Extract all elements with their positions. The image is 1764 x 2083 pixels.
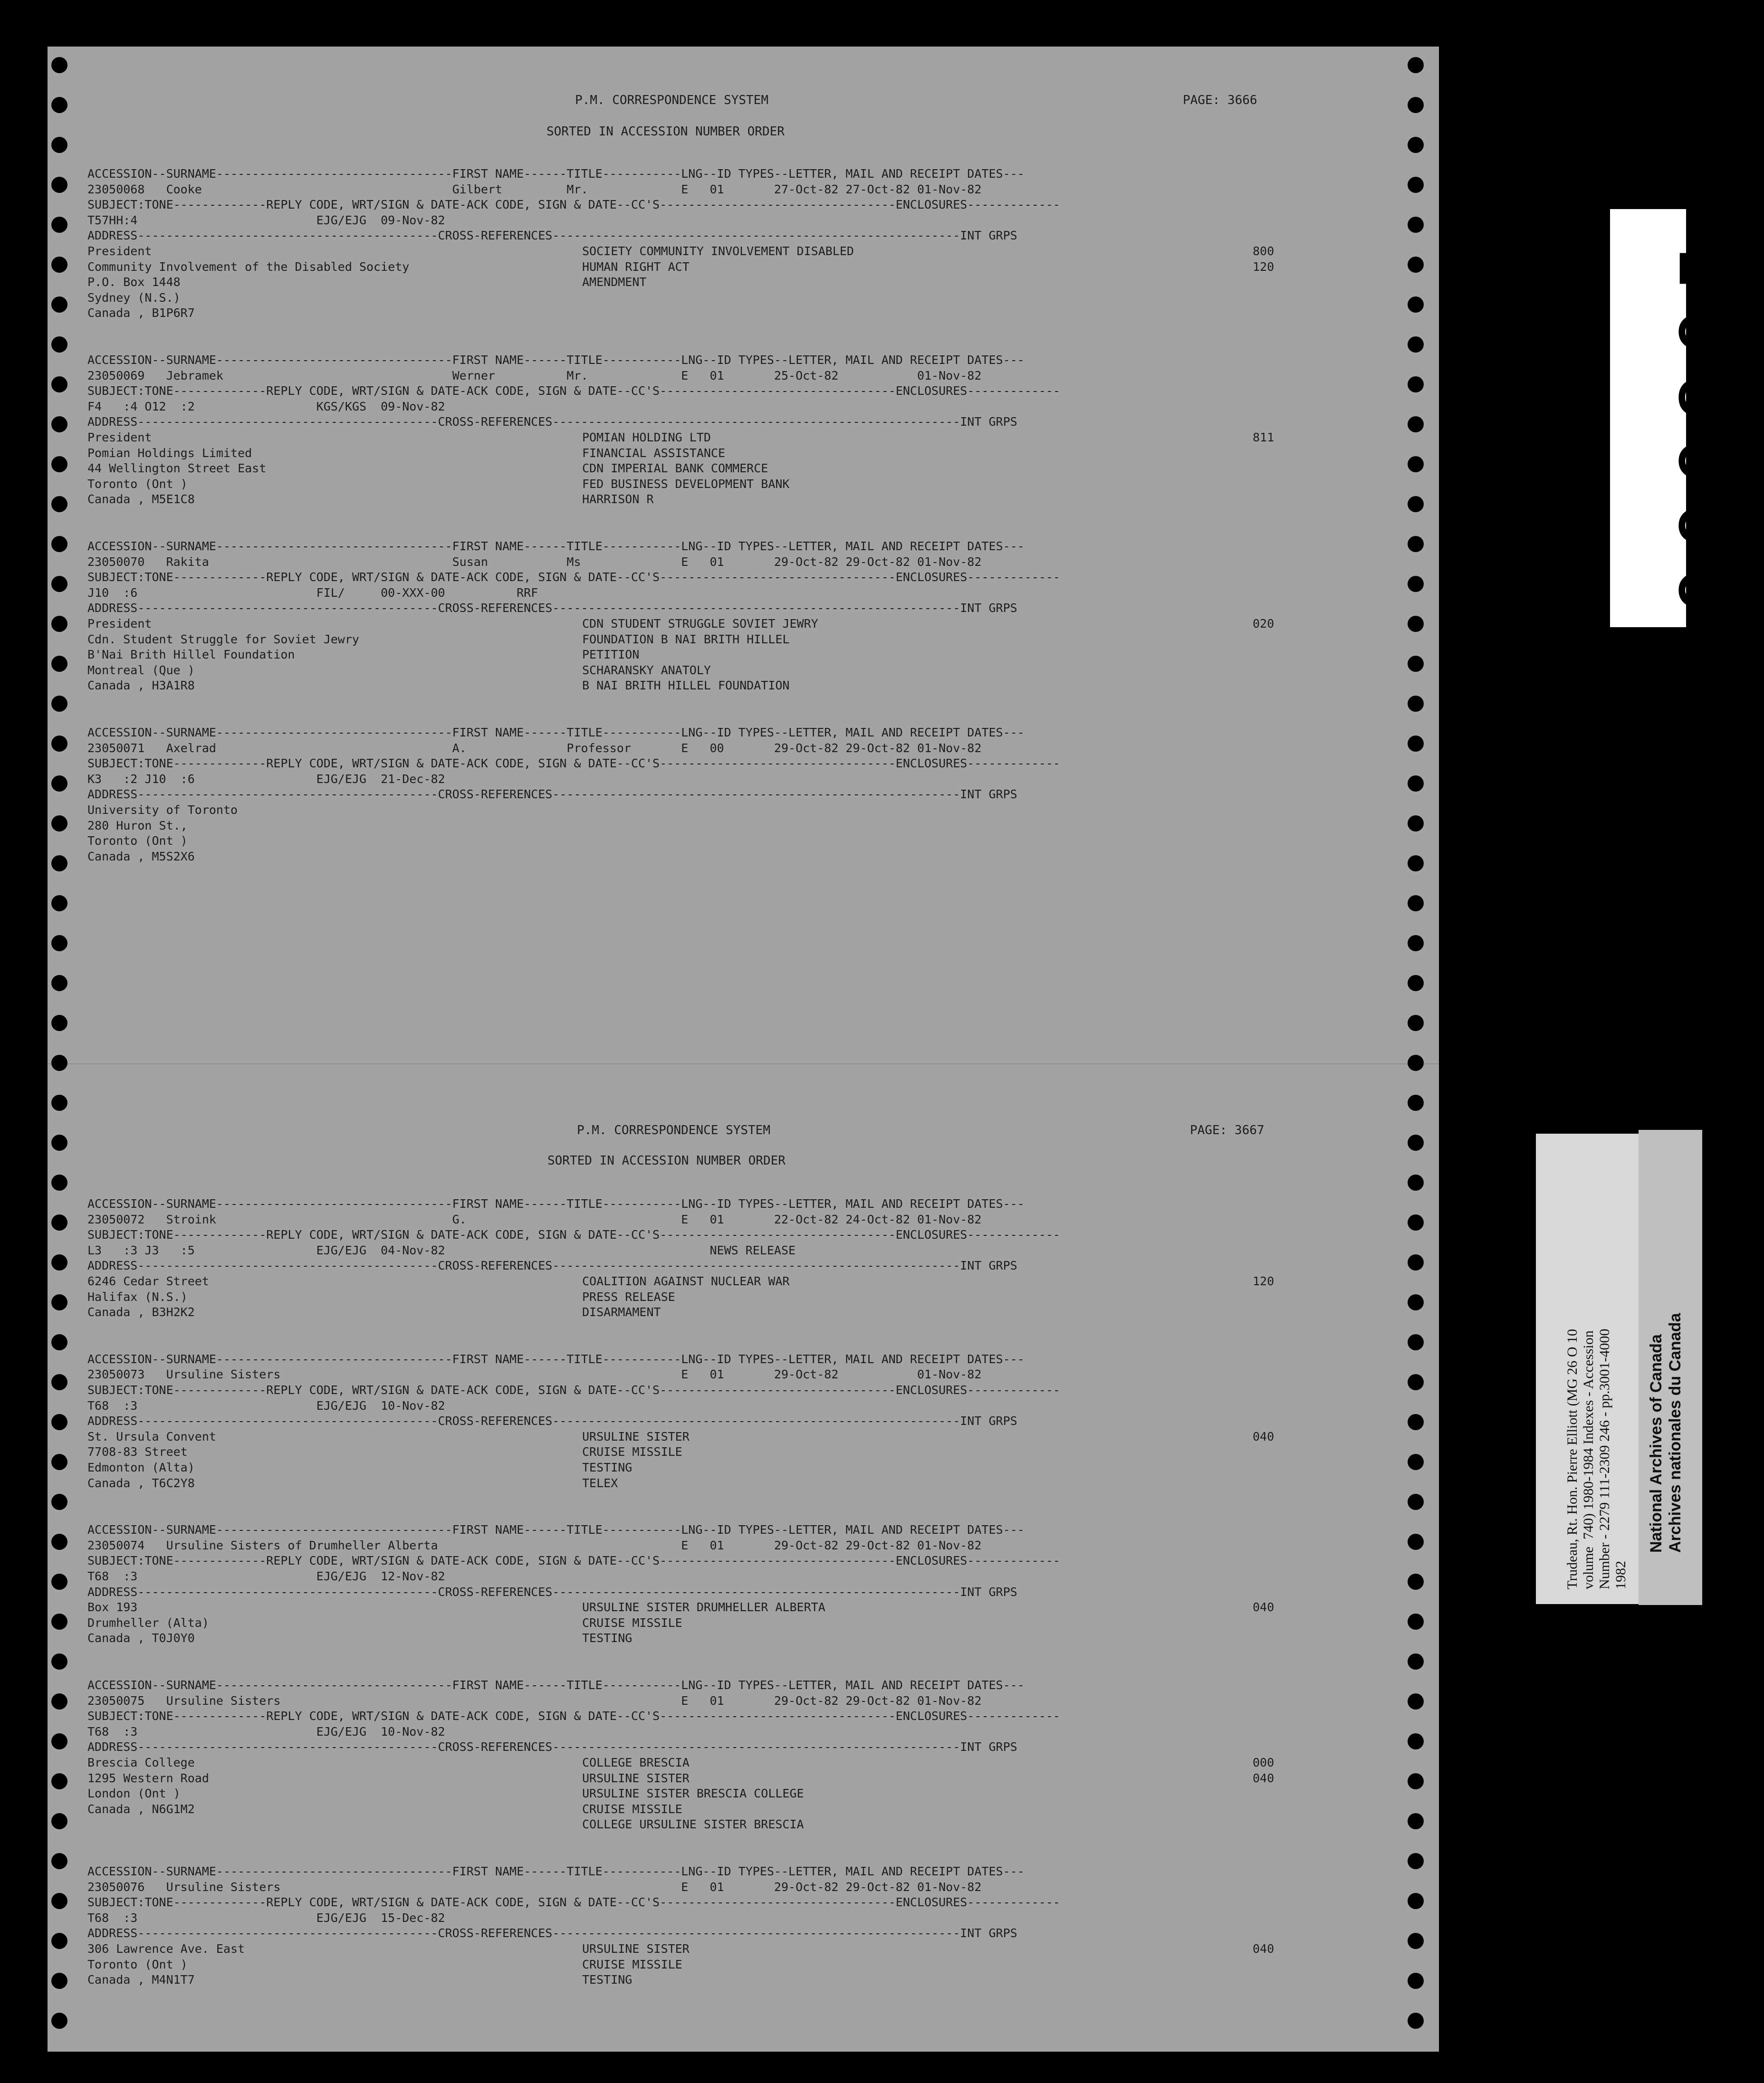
tractor-hole [1408, 1135, 1424, 1151]
cross-reference: PETITION [582, 648, 640, 662]
record-field-text: ACCESSION--SURNAME---------------------------------FIRST NAME------TITLE-----------LNG--ID TYPES--LETTER, MAIL AND RECEIPT DATES--- [87, 539, 1025, 553]
record-field-text: T68 :3 EJG/EJG 12-Nov-82 [87, 1569, 445, 1583]
record-field-text: B'Nai Brith Hillel Foundation [87, 648, 295, 662]
tractor-hole [1408, 656, 1424, 672]
record-field-text: Canada , B1P6R7 [87, 306, 195, 320]
record-field-text: Community Involvement of the Disabled Society [87, 259, 410, 274]
tractor-hole [1408, 576, 1424, 592]
tractor-hole [51, 1653, 67, 1670]
tractor-hole [1408, 97, 1424, 113]
tractor-hole [51, 1853, 67, 1869]
int-group-code: 040 [1253, 1942, 1275, 1956]
label-line-3: Number - 2279 111-2309 246 - pp.3001-4000 [1597, 1328, 1612, 1589]
record-field-text: T68 :3 EJG/EJG 10-Nov-82 [87, 1398, 445, 1413]
cross-reference: SOCIETY COMMUNITY INVOLVEMENT DISABLED [582, 244, 854, 258]
int-group-code: 811 [1253, 430, 1275, 444]
tractor-hole [51, 576, 67, 592]
record-field-text: Canada , T6C2Y8 [87, 1476, 195, 1490]
cross-reference: FOUNDATION B NAI BRITH HILLEL [582, 632, 790, 646]
record-field-text: ADDRESS------------------------------------------CROSS-REFERENCES---------------------------------------------------------INT GRPS [87, 1740, 1017, 1754]
tractor-hole [51, 1893, 67, 1909]
cross-reference: CRUISE MISSILE [582, 1615, 682, 1630]
record-field-text: L3 :3 J3 :5 EJG/EJG 04-Nov-82 NEWS RELEASE [87, 1243, 796, 1257]
tractor-hole [1408, 975, 1424, 991]
tractor-hole [51, 975, 67, 991]
record-field-text: Toronto (Ont ) [87, 1957, 188, 1971]
cross-reference: PRESS RELEASE [582, 1290, 675, 1304]
tractor-hole [1408, 1374, 1424, 1390]
right-tractor-holes [1408, 0, 1429, 2083]
frame-number: 000905 [1663, 228, 1761, 615]
tractor-hole [1408, 1214, 1424, 1231]
record-field-text: ACCESSION--SURNAME---------------------------------FIRST NAME------TITLE-----------LNG--ID TYPES--LETTER, MAIL AND RECEIPT DATES--- [87, 1352, 1025, 1366]
record-field-text: Canada , M5S2X6 [87, 849, 195, 863]
page-title: P.M. CORRESPONDENCE SYSTEM [575, 93, 768, 107]
int-group-code: 020 [1253, 617, 1275, 631]
tractor-hole [51, 656, 67, 672]
record-field-text: ACCESSION--SURNAME---------------------------------FIRST NAME------TITLE-----------LNG--ID TYPES--LETTER, MAIL AND RECEIPT DATES--- [87, 1523, 1025, 1537]
tractor-hole [1408, 456, 1424, 472]
cross-reference: COLLEGE BRESCIA [582, 1756, 690, 1769]
tractor-hole [51, 1294, 67, 1310]
tractor-hole [1408, 1494, 1424, 1510]
tractor-hole [1408, 1015, 1424, 1031]
archive-name-en: National Archives of Canada [1647, 1334, 1665, 1553]
tractor-hole [51, 1574, 67, 1590]
cross-reference: CDN STUDENT STRUGGLE SOVIET JEWRY [582, 617, 818, 631]
printout-page-1 [87, 93, 1399, 1043]
record-field-text: ADDRESS------------------------------------------CROSS-REFERENCES---------------------------------------------------------INT GRPS [87, 415, 1017, 429]
record-field-text: K3 :2 J10 :6 EJG/EJG 21-Dec-82 [87, 772, 445, 786]
record-field-text: ACCESSION--SURNAME---------------------------------FIRST NAME------TITLE-----------LNG--ID TYPES--LETTER, MAIL AND RECEIPT DATES--- [87, 1197, 1025, 1211]
cross-reference: DISARMAMENT [582, 1305, 661, 1319]
record-field-text: Canada , N6G1M2 [87, 1802, 195, 1816]
cross-reference: TESTING [582, 1631, 633, 1645]
record-field-text: Canada , H3A1R8 [87, 678, 195, 693]
record-field-text: SUBJECT:TONE-------------REPLY CODE, WRT/SIGN & DATE-ACK CODE, SIGN & DATE--CC'S---------------------------------ENCLOSURES------------- [87, 1895, 1060, 1910]
cross-reference: FINANCIAL ASSISTANCE [582, 446, 726, 460]
record-field-text: Edmonton (Alta) [87, 1461, 195, 1474]
tractor-hole [51, 1534, 67, 1550]
record-field-text: SUBJECT:TONE-------------REPLY CODE, WRT/SIGN & DATE-ACK CODE, SIGN & DATE--CC'S---------------------------------ENCLOSURES------------- [87, 1554, 1060, 1568]
record-field-text: ADDRESS------------------------------------------CROSS-REFERENCES---------------------------------------------------------INT GRPS [87, 601, 1017, 615]
tractor-hole [1408, 1893, 1424, 1909]
tractor-hole [51, 775, 67, 792]
tractor-hole [1408, 57, 1424, 73]
tractor-hole [1408, 855, 1424, 871]
int-group-code: 040 [1253, 1600, 1275, 1615]
cross-reference: CRUISE MISSILE [582, 1957, 682, 1971]
tractor-hole [1408, 1614, 1424, 1630]
tractor-hole [51, 496, 67, 512]
record-field-text: Pomian Holdings Limited [87, 446, 252, 460]
archive-name-fr: Archives nationales du Canada [1666, 1313, 1684, 1553]
record-field-text: T68 :3 EJG/EJG 15-Dec-82 [87, 1911, 445, 1925]
record-field-text: 23050072 Stroink G. E 01 22-Oct-82 24-Oct-82 01-Nov-82 [87, 1212, 982, 1226]
tractor-hole [1408, 935, 1424, 951]
record-field-text: Toronto (Ont ) [87, 834, 188, 848]
cross-reference: URSULINE SISTER BRESCIA COLLEGE [582, 1787, 804, 1801]
tractor-hole [1408, 1653, 1424, 1670]
page-number: PAGE: 3667 [1190, 1123, 1265, 1137]
record-field-text: University of Toronto [87, 803, 238, 817]
record-field-text: SUBJECT:TONE-------------REPLY CODE, WRT/SIGN & DATE-ACK CODE, SIGN & DATE--CC'S---------------------------------ENCLOSURES------------- [87, 756, 1060, 771]
cross-reference: HARRISON R [582, 492, 654, 506]
record-field-text: J10 :6 FIL/ 00-XXX-00 RRF [87, 585, 538, 600]
record-field-text: SUBJECT:TONE-------------REPLY CODE, WRT/SIGN & DATE-ACK CODE, SIGN & DATE--CC'S---------------------------------ENCLOSURES------------- [87, 1228, 1060, 1242]
tractor-hole [51, 1733, 67, 1749]
record-field-text: SUBJECT:TONE-------------REPLY CODE, WRT/SIGN & DATE-ACK CODE, SIGN & DATE--CC'S---------------------------------ENCLOSURES------------- [87, 1709, 1060, 1723]
record-field-text: 44 Wellington Street East [87, 461, 267, 476]
perforation-line [48, 1063, 1439, 1064]
record-field-text: 23050068 Cooke Gilbert Mr. E 01 27-Oct-82 27-Oct-82 01-Nov-82 [87, 182, 982, 196]
record-field-text: ADDRESS------------------------------------------CROSS-REFERENCES---------------------------------------------------------INT GRPS [87, 1926, 1017, 1940]
tractor-hole [1408, 1334, 1424, 1350]
tractor-hole [51, 1693, 67, 1710]
int-group-code: 120 [1253, 259, 1275, 274]
cross-reference: URSULINE SISTER [582, 1942, 690, 1956]
tractor-hole [51, 895, 67, 911]
cross-reference: HUMAN RIGHT ACT [582, 259, 690, 274]
record-field-text: 23050069 Jebramek Werner Mr. E 01 25-Oct-82 01-Nov-82 [87, 368, 982, 382]
tractor-hole [51, 1973, 67, 1989]
tractor-hole [51, 1614, 67, 1630]
int-group-code: 040 [1253, 1771, 1275, 1785]
record-field-text: 23050075 Ursuline Sisters E 01 29-Oct-82 29-Oct-82 01-Nov-82 [87, 1693, 982, 1708]
record-field-text: Drumheller (Alta) [87, 1615, 209, 1630]
tractor-hole [51, 1055, 67, 1071]
cross-reference: FED BUSINESS DEVELOPMENT BANK [582, 477, 790, 491]
record-field-text: Canada , M4N1T7 [87, 1973, 195, 1987]
tractor-hole [1408, 815, 1424, 831]
tractor-hole [1408, 1534, 1424, 1550]
record-field-text: 306 Lawrence Ave. East [87, 1942, 245, 1956]
tractor-hole [51, 1454, 67, 1470]
tractor-hole [1408, 1294, 1424, 1310]
record-field-text: 23050070 Rakita Susan Ms E 01 29-Oct-82 29-Oct-82 01-Nov-82 [87, 554, 982, 569]
tractor-hole [51, 1414, 67, 1430]
record-field-text: Brescia College [87, 1756, 195, 1769]
tractor-hole [1408, 1414, 1424, 1430]
tractor-hole [1408, 137, 1424, 153]
tractor-hole [1408, 616, 1424, 632]
tractor-hole [51, 1374, 67, 1390]
record-field-text: ADDRESS------------------------------------------CROSS-REFERENCES---------------------------------------------------------INT GRPS [87, 229, 1017, 243]
record-field-text: Halifax (N.S.) [87, 1290, 188, 1304]
record-field-text: T57HH:4 EJG/EJG 09-Nov-82 [87, 213, 445, 227]
cross-reference: SCHARANSKY ANATOLY [582, 663, 711, 677]
tractor-hole [51, 815, 67, 831]
tractor-hole [1408, 1055, 1424, 1071]
record-field-text: Sydney (N.S.) [87, 290, 181, 305]
record-field-text: ADDRESS------------------------------------------CROSS-REFERENCES---------------------------------------------------------INT GRPS [87, 1259, 1017, 1273]
record-field-text: President [87, 430, 152, 444]
record-field-text: Montreal (Que ) [87, 663, 195, 677]
tractor-hole [51, 1773, 67, 1789]
tractor-hole [1408, 1693, 1424, 1710]
record-field-text: SUBJECT:TONE-------------REPLY CODE, WRT/SIGN & DATE-ACK CODE, SIGN & DATE--CC'S---------------------------------ENCLOSURES------------- [87, 1383, 1060, 1397]
record-field-text: F4 :4 O12 :2 KGS/KGS 09-Nov-82 [87, 399, 445, 413]
tractor-hole [51, 296, 67, 313]
record-field-text: ACCESSION--SURNAME---------------------------------FIRST NAME------TITLE-----------LNG--ID TYPES--LETTER, MAIL AND RECEIPT DATES--- [87, 726, 1025, 739]
tractor-hole [1408, 536, 1424, 552]
tractor-hole [51, 935, 67, 951]
tractor-hole [1408, 257, 1424, 273]
tractor-hole [1408, 1813, 1424, 1829]
tractor-hole [1408, 1973, 1424, 1989]
cross-reference: B NAI BRITH HILLEL FOUNDATION [582, 678, 790, 693]
int-group-code: 800 [1253, 244, 1275, 258]
record-field-text: ACCESSION--SURNAME---------------------------------FIRST NAME------TITLE-----------LNG--ID TYPES--LETTER, MAIL AND RECEIPT DATES--- [87, 1678, 1025, 1692]
tractor-hole [51, 616, 67, 632]
record-field-text: Box 193 [87, 1600, 138, 1615]
record-field-text: SUBJECT:TONE-------------REPLY CODE, WRT/SIGN & DATE-ACK CODE, SIGN & DATE--CC'S---------------------------------ENCLOSURES------------- [87, 198, 1060, 212]
record-field-text: T68 :3 EJG/EJG 10-Nov-82 [87, 1724, 445, 1739]
tractor-hole [51, 1015, 67, 1031]
tractor-hole [51, 137, 67, 153]
label-line-1: Trudeau, Rt. Hon. Pierre Elliott (MG 26 O 10 [1564, 1328, 1580, 1589]
tractor-hole [51, 1494, 67, 1510]
tractor-hole [1408, 496, 1424, 512]
record-field-text: 23050073 Ursuline Sisters E 01 29-Oct-82 01-Nov-82 [87, 1367, 982, 1382]
page-title: P.M. CORRESPONDENCE SYSTEM [577, 1123, 770, 1137]
record-field-text: ACCESSION--SURNAME---------------------------------FIRST NAME------TITLE-----------LNG--ID TYPES--LETTER, MAIL AND RECEIPT DATES--- [87, 167, 1025, 181]
record-field-text: 1295 Western Road [87, 1771, 209, 1785]
tractor-hole [51, 536, 67, 552]
cross-reference: COALITION AGAINST NUCLEAR WAR [582, 1274, 790, 1288]
tractor-hole [1408, 1254, 1424, 1271]
tractor-hole [1408, 1454, 1424, 1470]
tractor-hole [51, 1334, 67, 1350]
record-field-text: SUBJECT:TONE-------------REPLY CODE, WRT/SIGN & DATE-ACK CODE, SIGN & DATE--CC'S---------------------------------ENCLOSURES------------- [87, 570, 1060, 584]
record-field-text: Canada , M5E1C8 [87, 492, 195, 506]
tractor-hole [51, 2053, 67, 2069]
tractor-hole [51, 696, 67, 712]
record-field-text: 23050074 Ursuline Sisters of Drumheller Alberta E 01 29-Oct-82 29-Oct-82 01-Nov-82 [87, 1538, 982, 1552]
cross-reference: URSULINE SISTER DRUMHELLER ALBERTA [582, 1600, 825, 1615]
record-field-text: President [87, 244, 152, 258]
tractor-hole [1408, 1933, 1424, 1949]
page-subtitle: SORTED IN ACCESSION NUMBER ORDER [547, 1154, 786, 1168]
page-subtitle: SORTED IN ACCESSION NUMBER ORDER [546, 124, 785, 139]
tractor-hole [1408, 736, 1424, 752]
tractor-hole [1408, 1095, 1424, 1111]
tractor-hole [51, 2013, 67, 2029]
label-line-4: 1982 [1613, 1561, 1629, 1589]
tractor-hole [51, 336, 67, 353]
tractor-hole [1408, 296, 1424, 313]
tractor-hole [1408, 416, 1424, 432]
tractor-hole [1408, 1733, 1424, 1749]
record-field-text: Toronto (Ont ) [87, 477, 188, 491]
cross-reference: COLLEGE URSULINE SISTER BRESCIA [582, 1817, 804, 1832]
cross-reference: POMIAN HOLDING LTD [582, 430, 711, 444]
tractor-hole [51, 1175, 67, 1191]
record-field-text: ACCESSION--SURNAME---------------------------------FIRST NAME------TITLE-----------LNG--ID TYPES--LETTER, MAIL AND RECEIPT DATES--- [87, 1864, 1025, 1878]
label-line-2: volume 740) 1980-1984 Indexes - Accession [1581, 1330, 1596, 1589]
record-field-text: 6246 Cedar Street [87, 1274, 209, 1288]
tractor-hole [51, 97, 67, 113]
record-field-text: ADDRESS------------------------------------------CROSS-REFERENCES---------------------------------------------------------INT GRPS [87, 787, 1017, 802]
tractor-hole [51, 736, 67, 752]
tractor-hole [1408, 696, 1424, 712]
tractor-hole [1408, 376, 1424, 392]
tractor-hole [51, 416, 67, 432]
tractor-hole [1408, 217, 1424, 233]
record-field-text: P.O. Box 1448 [87, 275, 181, 289]
record-field-text: Canada , B3H2K2 [87, 1305, 195, 1319]
tractor-hole [51, 855, 67, 871]
record-field-text: 23050071 Axelrad A. Professor E 00 29-Oct-82 29-Oct-82 01-Nov-82 [87, 741, 982, 755]
tractor-hole [1408, 2013, 1424, 2029]
tractor-hole [1408, 336, 1424, 353]
int-group-code: 000 [1253, 1756, 1275, 1769]
record-field-text: ACCESSION--SURNAME---------------------------------FIRST NAME------TITLE-----------LNG--ID TYPES--LETTER, MAIL AND RECEIPT DATES--- [87, 353, 1025, 367]
record-field-text: SUBJECT:TONE-------------REPLY CODE, WRT/SIGN & DATE-ACK CODE, SIGN & DATE--CC'S---------------------------------ENCLOSURES------------- [87, 384, 1060, 398]
record-field-text: ADDRESS------------------------------------------CROSS-REFERENCES---------------------------------------------------------INT GRPS [87, 1414, 1017, 1428]
tractor-hole [1408, 775, 1424, 792]
tractor-hole [1408, 895, 1424, 911]
tractor-hole [51, 456, 67, 472]
record-field-text: ADDRESS------------------------------------------CROSS-REFERENCES---------------------------------------------------------INT GRPS [87, 1585, 1017, 1599]
left-tractor-holes [51, 0, 73, 2083]
tractor-hole [51, 1933, 67, 1949]
cross-reference: TELEX [582, 1476, 618, 1490]
tractor-hole [51, 1254, 67, 1271]
record-field-text: St. Ursula Convent [87, 1429, 216, 1443]
tractor-hole [51, 257, 67, 273]
record-field-text: Cdn. Student Struggle for Soviet Jewry [87, 632, 359, 646]
cross-reference: CRUISE MISSILE [582, 1802, 682, 1816]
cross-reference: TESTING [582, 1973, 633, 1987]
record-field-text: Canada , T0J0Y0 [87, 1631, 195, 1645]
record-field-text: London (Ont ) [87, 1787, 181, 1801]
record-field-text: 23050076 Ursuline Sisters E 01 29-Oct-82 29-Oct-82 01-Nov-82 [87, 1880, 982, 1894]
tractor-hole [1408, 177, 1424, 193]
int-group-code: 120 [1253, 1274, 1275, 1288]
tractor-hole [1408, 1773, 1424, 1789]
tractor-hole [51, 1214, 67, 1231]
record-field-text: President [87, 617, 152, 631]
printout-page-2 [87, 1123, 1399, 2026]
tractor-hole [1408, 2053, 1424, 2069]
page-number: PAGE: 3666 [1183, 93, 1257, 107]
cross-reference: TESTING [582, 1461, 633, 1474]
tractor-hole [51, 1135, 67, 1151]
cross-reference: CRUISE MISSILE [582, 1445, 682, 1459]
tractor-hole [51, 177, 67, 193]
record-field-text: 280 Huron St., [87, 818, 188, 832]
tractor-hole [51, 376, 67, 392]
cross-reference: AMENDMENT [582, 275, 647, 289]
tractor-hole [1408, 1175, 1424, 1191]
tractor-hole [51, 57, 67, 73]
int-group-code: 040 [1253, 1429, 1275, 1443]
cross-reference: URSULINE SISTER [582, 1429, 690, 1443]
tractor-hole [1408, 1574, 1424, 1590]
tractor-hole [51, 1813, 67, 1829]
tractor-hole [1408, 1853, 1424, 1869]
tractor-hole [51, 217, 67, 233]
cross-reference: CDN IMPERIAL BANK COMMERCE [582, 461, 768, 476]
cross-reference: URSULINE SISTER [582, 1771, 690, 1785]
tractor-hole [51, 1095, 67, 1111]
record-field-text: 7708-83 Street [87, 1445, 188, 1459]
